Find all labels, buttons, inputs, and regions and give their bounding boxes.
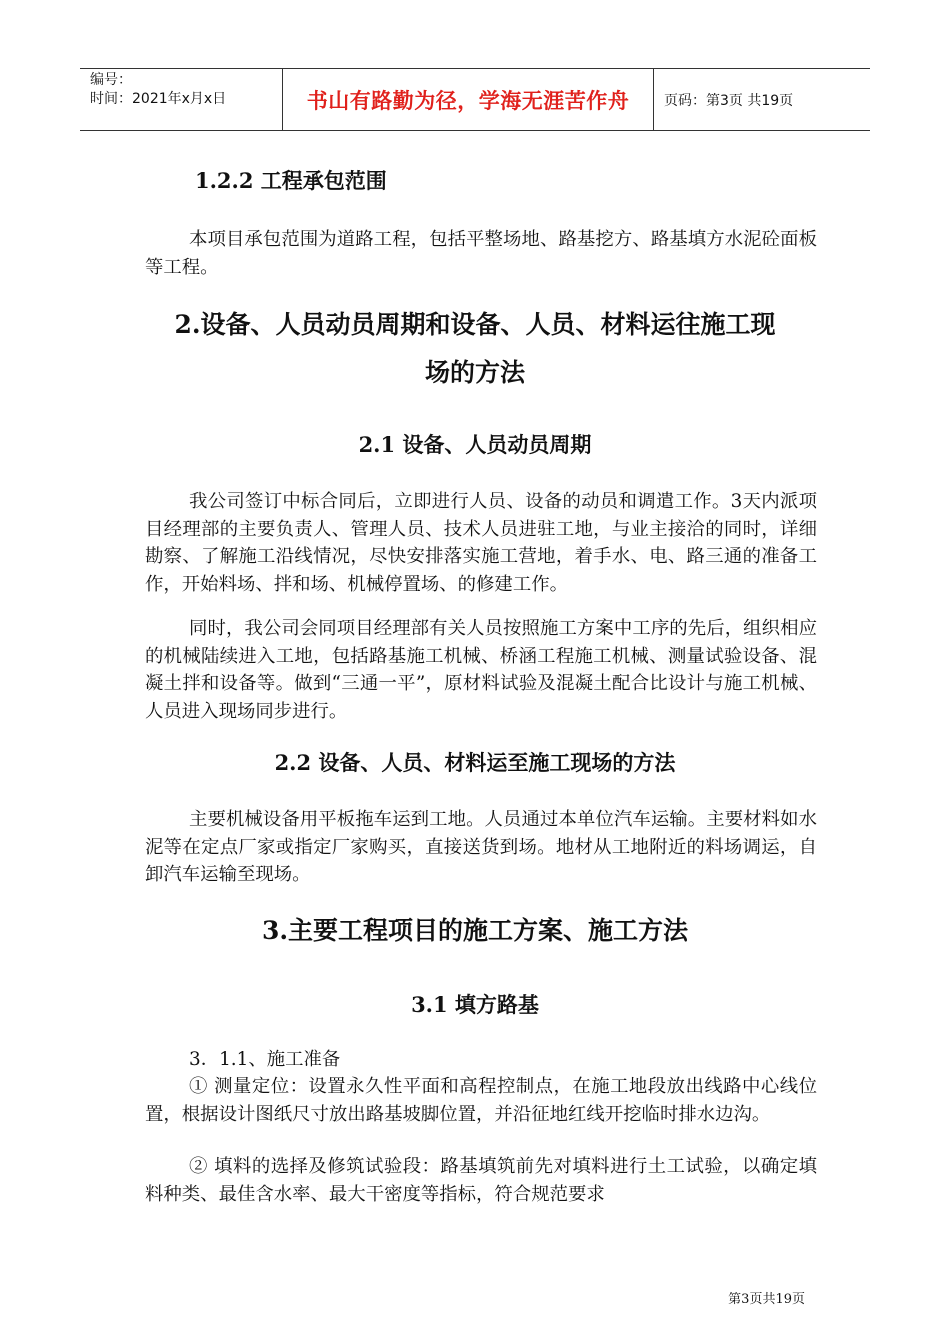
section-2-title-line1: 2.设备、人员动员周期和设备、人员、材料运往施工现	[174, 310, 776, 339]
section-2-title-line2: 场的方法	[424, 358, 525, 387]
section-3-1-title: 3.1 填方路基	[411, 992, 539, 1017]
section-2-1-paragraph-1: 我公司签订中标合同后，立即进行人员、设备的动员和调遣工作。3天内派项目经理部的主要负责人、管理人员、技术人员进驻工地，与业主接洽的同时，详细勘察、了解施工沿线情况，尽快安排落实施工营地，着手水、电、路三通的准备工作，开始料场、拌和场、机械停置场、的修建工作。	[145, 491, 817, 595]
section-3-1-1-heading: 3．1.1、施工准备	[189, 1049, 341, 1070]
section-3-title: 3.主要工程项目的施工方案、施工方法	[261, 916, 689, 945]
page-header	[80, 68, 870, 131]
section-3-1-1-paragraph-1: ① 测量定位：设置永久性平面和高程控制点，在施工地段放出线路中心线位置，根据设计图纸尺寸放出路基坡脚位置，并沿征地红线开挖临时排水边沟。	[145, 1076, 817, 1125]
section-2-2-title: 2.2 设备、人员、材料运至施工现场的方法	[274, 750, 676, 775]
section-2-2-paragraph: 主要机械设备用平板拖车运到工地。人员通过本单位汽车运输。主要材料如水泥等在定点厂家或指定厂家购买，直接送货到场。地材从工地附近的料场调运，自卸汽车运输至现场。	[145, 809, 817, 885]
header-motto: 书山有路勤为径，学海无涯苦作舟	[282, 69, 654, 130]
section-3-1-1-paragraph-2: ② 填料的选择及修筑试验段：路基填筑前先对填料进行土工试验，以确定填料种类、最佳含水率、最大干密度等指标，符合规范要求	[145, 1156, 817, 1205]
header-meta	[80, 69, 282, 130]
section-2-1-paragraph-2: 同时，我公司会同项目经理部有关人员按照施工方案中工序的先后，组织相应的机械陆续进入工地，包括路基施工机械、桥涵工程施工机械、测量试验设备、混凝土拌和设备等。做到“三通一平”，原材料试验及混凝土配合比设计与施工机械、人员进入现场同步进行。	[145, 618, 817, 722]
section-1-2-2-paragraph: 本项目承包范围为道路工程，包括平整场地、路基挖方、路基填方水泥砼面板等工程。	[145, 229, 817, 278]
section-2-1-title: 2.1 设备、人员动员周期	[358, 432, 592, 457]
section-1-2-2-title: 1.2.2 工程承包范围	[195, 168, 387, 193]
header-time: 时间：2021年x月x日	[90, 91, 227, 107]
header-page-info: 页码：第3页 共19页	[664, 92, 794, 109]
page-footer: 第3页共19页	[728, 1292, 805, 1307]
header-number: 编号：	[90, 72, 132, 88]
